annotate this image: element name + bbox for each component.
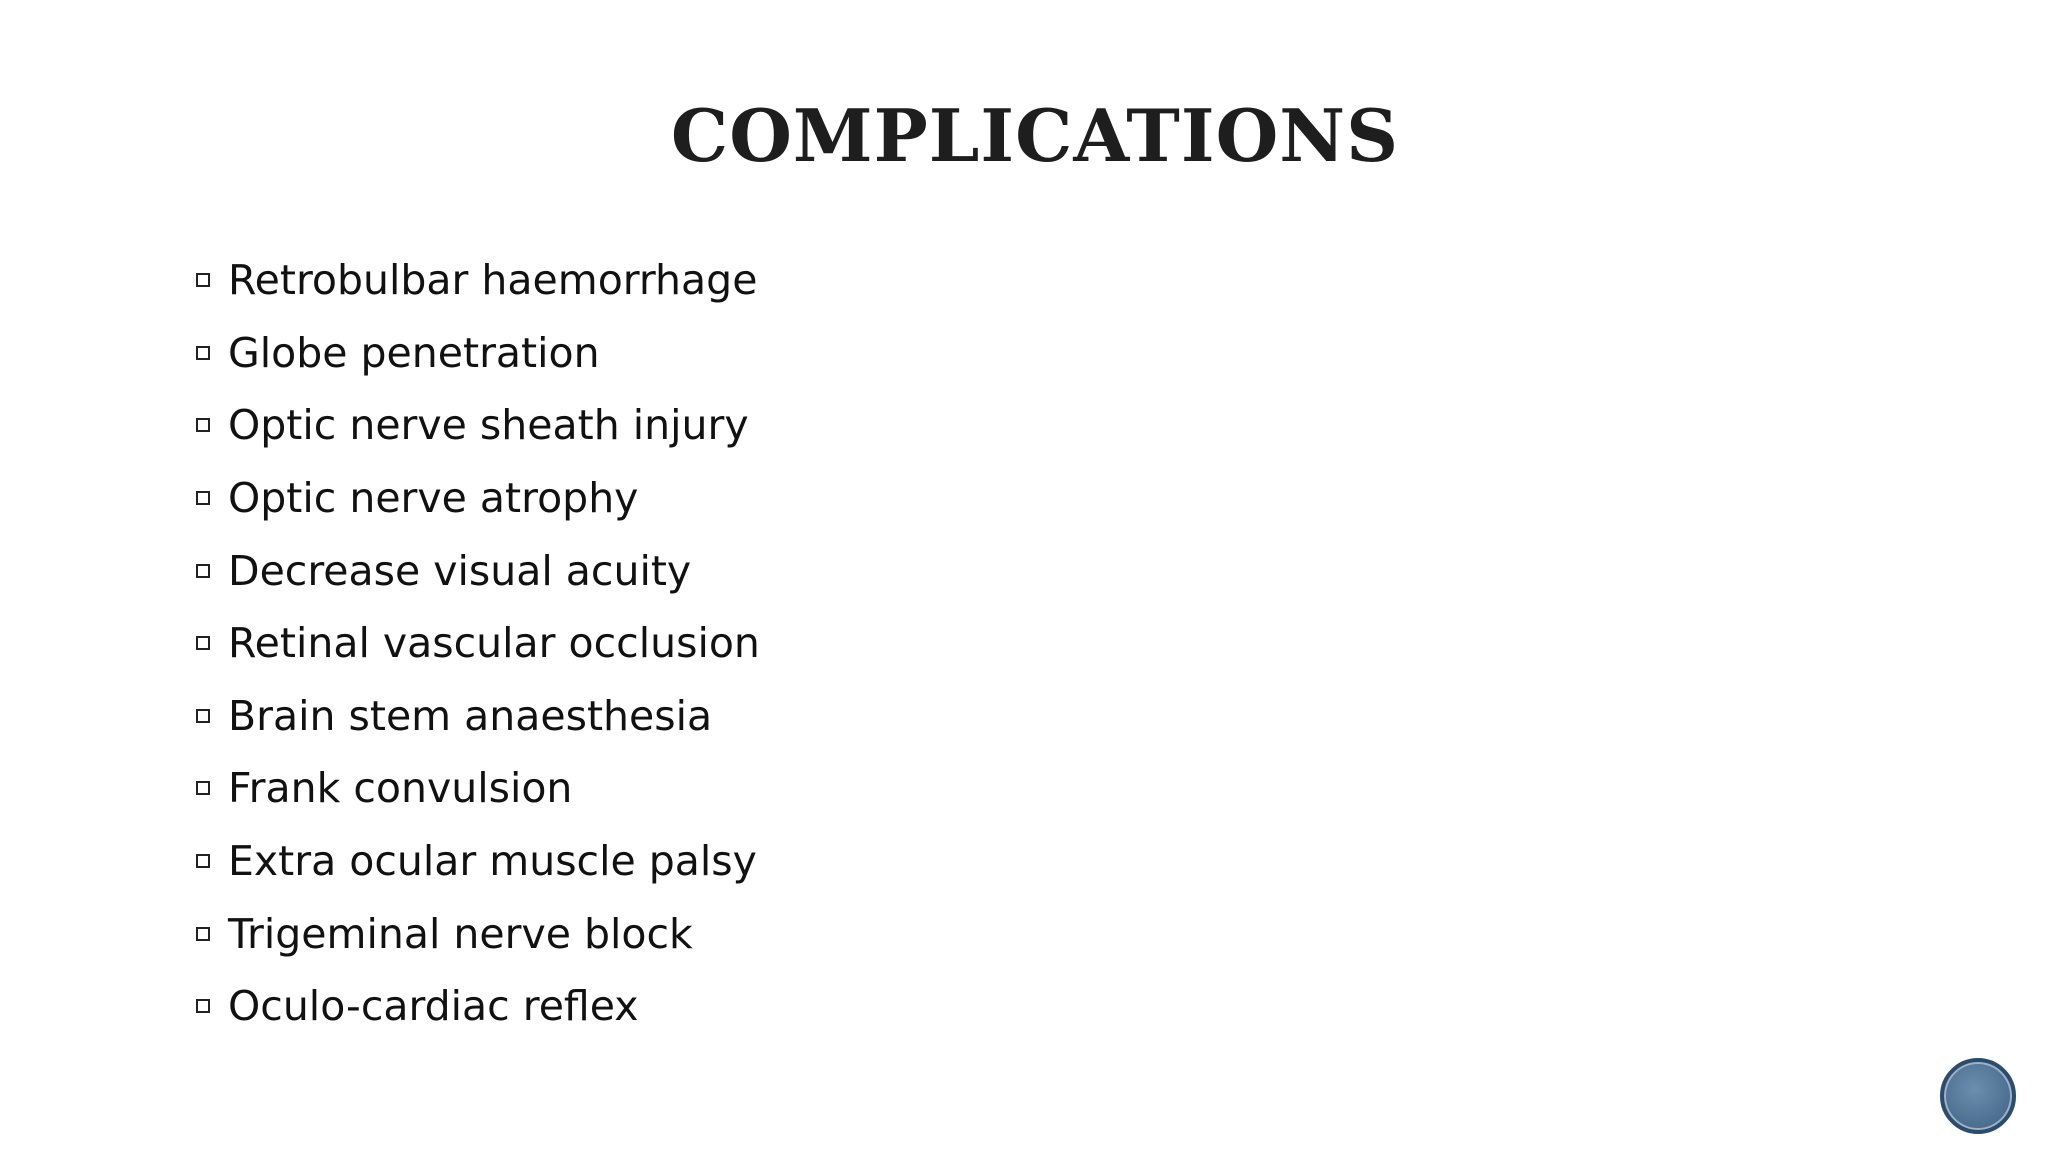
square-bullet-icon	[196, 854, 210, 868]
list-item-text: Retrobulbar haemorrhage	[228, 256, 758, 305]
list-item-text: Brain stem anaesthesia	[228, 691, 713, 740]
list-item	[196, 607, 760, 680]
list-item-text: Optic nerve sheath injury	[228, 401, 749, 450]
list-item	[196, 897, 760, 970]
list-item-text: Retinal vascular occlusion	[228, 619, 760, 668]
list-item-text: Frank convulsion	[228, 764, 573, 813]
square-bullet-icon	[196, 636, 210, 650]
square-bullet-icon	[196, 418, 210, 432]
bullet-list	[196, 244, 760, 1043]
list-item	[196, 680, 760, 753]
square-bullet-icon	[196, 491, 210, 505]
square-bullet-icon	[196, 781, 210, 795]
list-item-text: Decrease visual acuity	[228, 546, 692, 595]
square-bullet-icon	[196, 346, 210, 360]
list-item-text: Globe penetration	[228, 328, 600, 377]
square-bullet-icon	[196, 927, 210, 941]
slide-title: COMPLICATIONS	[670, 93, 1400, 178]
square-bullet-icon	[196, 999, 210, 1013]
list-item-text: Trigeminal nerve block	[228, 909, 693, 958]
list-item	[196, 534, 760, 607]
list-item-text: Optic nerve atrophy	[228, 474, 639, 523]
list-item	[196, 244, 760, 317]
list-item	[196, 970, 760, 1043]
square-bullet-icon	[196, 273, 210, 287]
list-item	[196, 752, 760, 825]
list-item	[196, 317, 760, 390]
list-item-text: Oculo-cardiac reflex	[228, 982, 639, 1031]
list-item-text: Extra ocular muscle palsy	[228, 837, 757, 886]
list-item	[196, 462, 760, 535]
list-item	[196, 825, 760, 898]
square-bullet-icon	[196, 564, 210, 578]
square-bullet-icon	[196, 709, 210, 723]
slide-number-badge-icon[interactable]	[1940, 1058, 2016, 1134]
list-item	[196, 389, 760, 462]
